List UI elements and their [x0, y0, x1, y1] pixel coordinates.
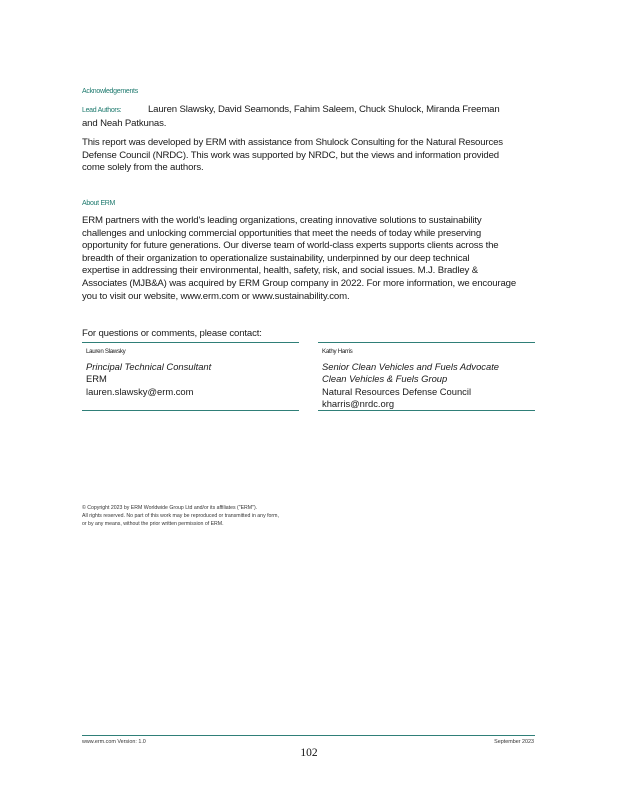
about-paragraph: [82, 215, 552, 303]
contact-email: kharris@nrdc.org: [322, 398, 395, 409]
footer-date: September 2023: [494, 739, 534, 745]
contact-email: lauren.slawsky@erm.com: [86, 385, 194, 397]
copyright-line: or by any means, without the prior written permission of ERM.: [82, 520, 224, 527]
contact-card-right: [322, 346, 537, 411]
lead-authors-label: Lead Authors:: [82, 107, 122, 114]
contact-org: ERM: [86, 373, 107, 384]
contact-title: Principal Technical Consultant: [86, 360, 212, 372]
page-number: 102: [300, 747, 318, 759]
authors-line-2: and Neah Patkunas.: [82, 117, 167, 129]
contact-org: Natural Resources Defense Council: [322, 385, 472, 397]
contact-right-bottom-rule: [318, 410, 535, 411]
report-line: come solely from the authors.: [82, 162, 204, 174]
report-line: This report was developed by ERM with assistance from Shulock Consulting for the Natural Resources: [82, 137, 503, 148]
about-line: you to visit our website, www.erm.com or www.sustainability.com.: [82, 290, 350, 302]
report-credits-paragraph: [82, 137, 542, 175]
about-line: Associates (MJB&A) was acquired by ERM Group company in 2022. For more information, we encourage: [82, 277, 517, 289]
copyright-line: All rights reserved. No part of this work may be reproduced or transmitted in any form,: [82, 512, 279, 519]
contact-left-bottom-rule: [82, 410, 299, 411]
contact-name: Kathy Harris: [322, 348, 353, 355]
about-line: challenges and unlocking commercial opportunities that meet the needs of today while preserving: [82, 227, 482, 239]
contact-title: Senior Clean Vehicles and Fuels Advocate: [322, 360, 500, 372]
copyright-notice: [82, 505, 342, 528]
footer-rule: [82, 735, 535, 736]
contact-name: Lauren Slawsky: [86, 348, 126, 355]
about-line: ERM partners with the world's leading organizations, creating innovative solutions to sustainability: [82, 215, 482, 226]
copyright-line: © Copyright 2023 by ERM Worldwide Group Ltd and/or its affiliates ("ERM").: [82, 505, 258, 511]
acknowledgements-heading: Acknowledgements: [82, 88, 138, 95]
contact-group: Clean Vehicles & Fuels Group: [322, 373, 448, 384]
about-line: opportunity for future generations. Our diverse team of world-class experts supports clients across the: [82, 240, 499, 252]
contact-left-top-rule: [82, 342, 299, 343]
contact-right-top-rule: [318, 342, 535, 343]
authors-line-1: Lauren Slawsky, David Seamonds, Fahim Saleem, Chuck Shulock, Miranda Freeman: [148, 104, 500, 115]
authors-paragraph: [82, 104, 542, 130]
about-line: breadth of their organization to operationalize sustainability, underpinned by our deep technical: [82, 252, 470, 264]
about-heading: About ERM: [82, 200, 116, 207]
report-line: Defense Council (NRDC). This work was supported by NRDC, but the views and information provided: [82, 149, 499, 161]
about-line: expertise in addressing their environmental, health, safety, risk, and social issues. M.J. Bradley &: [82, 265, 478, 277]
contact-intro: For questions or comments, please contact:: [82, 328, 262, 339]
contact-card-left: [86, 346, 296, 398]
footer-left-text: www.erm.com Version: 1.0: [82, 739, 146, 745]
